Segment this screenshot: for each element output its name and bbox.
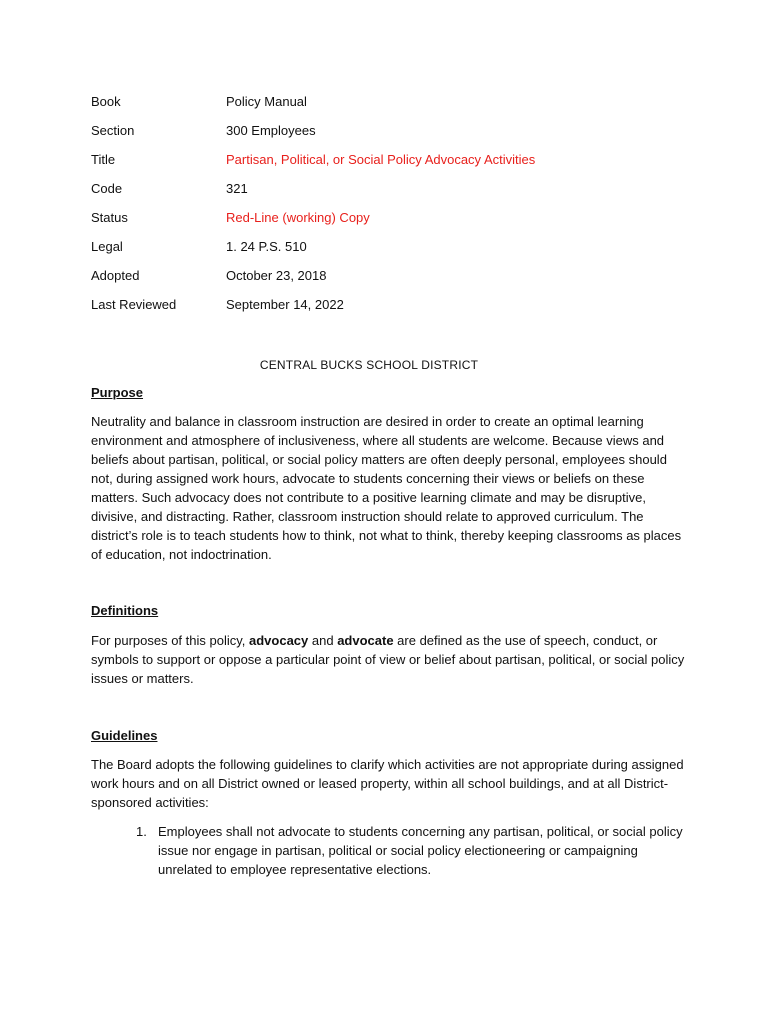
list-item-text xyxy=(158,822,698,879)
paragraph-line xyxy=(91,631,691,650)
meta-label: Legal xyxy=(91,239,123,254)
paragraph-line: Employees shall not advocate to students concerning any partisan, political, or social policy xyxy=(158,824,683,839)
guidelines-paragraph xyxy=(91,755,691,812)
list-number: 1. xyxy=(136,824,147,839)
paragraph-line: issue nor engage in partisan, political or social policy electioneering or campaigning xyxy=(158,843,638,858)
paragraph-line: sponsored activities: xyxy=(91,795,209,810)
meta-label: Last Reviewed xyxy=(91,297,177,312)
defined-term-advocate: advocate xyxy=(337,633,394,648)
meta-label: Book xyxy=(91,94,121,109)
meta-value-status: Red-Line (working) Copy xyxy=(226,210,370,225)
paragraph-line: divisive, and distracting. Rather, classroom instruction should relate to approved curriculum. The xyxy=(91,509,644,524)
meta-label: Title xyxy=(91,152,116,167)
meta-value-title: Partisan, Political, or Social Policy Advocacy Activities xyxy=(226,152,536,167)
paragraph-line: district’s role is to teach students how to think, not what to think, thereby keeping classrooms as places xyxy=(91,528,682,543)
paragraph-line: work hours and on all District owned or leased property, within all school buildings, and at all District- xyxy=(91,776,669,791)
purpose-heading: Purpose xyxy=(91,385,144,400)
meta-value: October 23, 2018 xyxy=(226,268,327,283)
purpose-paragraph xyxy=(91,412,691,564)
definitions-heading: Definitions xyxy=(91,603,159,618)
paragraph-line: of education, not indoctrination. xyxy=(91,547,272,562)
paragraph-line: environment and atmosphere of inclusiveness, where all students are welcome. Because views and xyxy=(91,433,665,448)
text-run: For purposes of this policy, xyxy=(91,633,249,648)
meta-label: Adopted xyxy=(91,268,140,283)
paragraph-line: matters. Such advocacy does not contribute to a positive learning climate and may be disruptive, xyxy=(91,490,646,505)
meta-value: September 14, 2022 xyxy=(226,297,344,312)
paragraph-line: beliefs about partisan, political, or social policy matters are often deeply personal, employees should xyxy=(91,452,667,467)
text-run: are defined as the use of speech, conduct, or xyxy=(393,633,658,648)
meta-value: Policy Manual xyxy=(226,94,307,109)
paragraph-line: unrelated to employee representative elections. xyxy=(158,862,432,877)
meta-label: Status xyxy=(91,210,128,225)
meta-label: Code xyxy=(91,181,123,196)
paragraph-line: issues or matters. xyxy=(91,671,194,686)
district-title: CENTRAL BUCKS SCHOOL DISTRICT xyxy=(259,358,479,372)
paragraph-line: symbols to support or oppose a particular point of view or belief about partisan, political, or social policy xyxy=(91,652,685,667)
defined-term-advocacy: advocacy xyxy=(249,633,309,648)
meta-value: 300 Employees xyxy=(226,123,316,138)
paragraph-line: Neutrality and balance in classroom instruction are desired in order to create an optimal learning xyxy=(91,414,644,429)
meta-value: 321 xyxy=(226,181,248,196)
paragraph-line: not, during assigned work hours, advocate to students concerning their views or beliefs on these xyxy=(91,471,645,486)
definitions-paragraph xyxy=(91,631,691,688)
paragraph-line: The Board adopts the following guidelines to clarify which activities are not appropriate during assigned xyxy=(91,757,684,772)
text-run: and xyxy=(308,633,338,648)
meta-value: 1. 24 P.S. 510 xyxy=(226,239,307,254)
guidelines-heading: Guidelines xyxy=(91,728,158,743)
meta-label: Section xyxy=(91,123,135,138)
